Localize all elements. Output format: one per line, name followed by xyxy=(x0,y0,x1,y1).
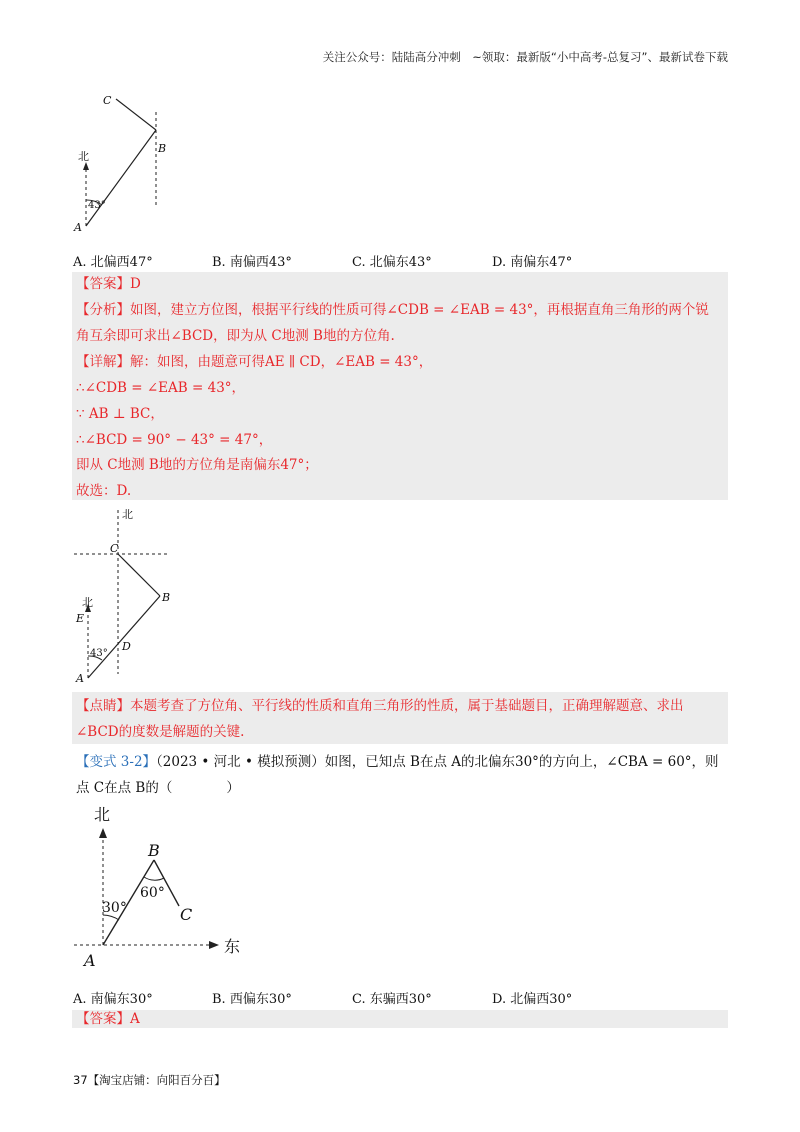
fig3-label-c: C xyxy=(180,905,193,924)
detail-line-1: 【详解】解：如图，由题意可得AE ∥ CD，∠EAB = 43°， xyxy=(76,354,433,370)
q2-line-1: 【变式 3-2】（2023 • 河北 • 模拟预测）如图，已知点 B在点 A的北偏东30°的方向上，∠CBA = 60°，则 xyxy=(76,754,719,770)
page-footer xyxy=(73,1072,226,1088)
fig2-label-a: A xyxy=(76,672,84,685)
comment-line-1: 【点睛】本题考查了方位角、平行线的性质和直角三角形的性质，属于基础题目，正确理解题意、求出 xyxy=(76,698,684,714)
fig2-angle-label: 43° xyxy=(90,648,108,659)
q1-option-b: B. 南偏西43° xyxy=(212,255,292,270)
page-header: 关注公众号：陆陆高分冲刺 ~领取：最新版“小中高考-总复习”、最新试卷下载 xyxy=(322,50,728,64)
fig2-label-north-top: 北 xyxy=(122,508,133,521)
fig2-label-north: 北 xyxy=(82,596,93,609)
fig1-label-b: B xyxy=(158,142,167,155)
shop-label: 【淘宝店铺：向阳百分百】 xyxy=(87,1073,226,1087)
fig1-label-north: 北 xyxy=(78,150,89,163)
q2-option-d: D. 北偏西30° xyxy=(492,992,573,1007)
detail-line-2: ∴∠CDB = ∠EAB = 43°， xyxy=(76,380,246,396)
figure-1 xyxy=(60,88,180,238)
detail-line-6: 故选：D. xyxy=(76,483,132,499)
q2-line-2: 点 C在点 B的（ ） xyxy=(76,780,240,796)
fig2-label-c: C xyxy=(110,542,119,555)
q1-option-d: D. 南偏东47° xyxy=(492,255,573,270)
page-number: 37 xyxy=(73,1073,88,1087)
fig3-angle-30: 30° xyxy=(102,900,127,916)
analysis-line-2: 角互余即可求出∠BCD，即为从 C地测 B地的方位角. xyxy=(76,328,395,344)
q2-option-b: B. 西偏东30° xyxy=(212,992,292,1007)
answer-1-line: 【答案】D xyxy=(76,276,141,292)
fig1-label-c: C xyxy=(103,94,112,107)
detail-line-3: ∵ AB ⊥ BC， xyxy=(76,406,164,422)
fig3-label-b: B xyxy=(148,841,160,860)
figure-3 xyxy=(70,800,250,972)
detail-line-5: 即从 C地测 B地的方位角是南偏东47°； xyxy=(76,457,318,473)
q2-option-a: A. 南偏东30° xyxy=(73,992,153,1007)
answer-2-line: 【答案】A xyxy=(76,1011,140,1027)
fig1-label-a: A xyxy=(74,221,82,234)
fig3-angle-60: 60° xyxy=(140,885,165,901)
fig2-label-d: D xyxy=(122,640,131,653)
fig1-angle-label: 43° xyxy=(88,200,106,211)
q1-option-c: C. 北偏东43° xyxy=(352,255,432,270)
fig2-label-b: B xyxy=(162,591,171,604)
q1-option-a: A. 北偏西47° xyxy=(73,255,153,270)
fig3-label-north: 北 xyxy=(94,805,111,824)
detail-line-4: ∴∠BCD = 90° − 43° = 47°， xyxy=(76,432,273,448)
fig3-label-east: 东 xyxy=(224,937,241,956)
fig2-label-e: E xyxy=(76,612,85,625)
comment-line-2: ∠BCD的度数是解题的关键. xyxy=(76,724,245,740)
analysis-line-1: 【分析】如图，建立方位图，根据平行线的性质可得∠CDB = ∠EAB = 43°，再根据直角三角形的两个锐 xyxy=(76,302,709,318)
answer-block-2 xyxy=(72,1010,728,1028)
fig3-label-a: A xyxy=(84,951,96,970)
q2-option-c: C. 东骗西30° xyxy=(352,992,432,1007)
figure-2 xyxy=(72,506,172,688)
